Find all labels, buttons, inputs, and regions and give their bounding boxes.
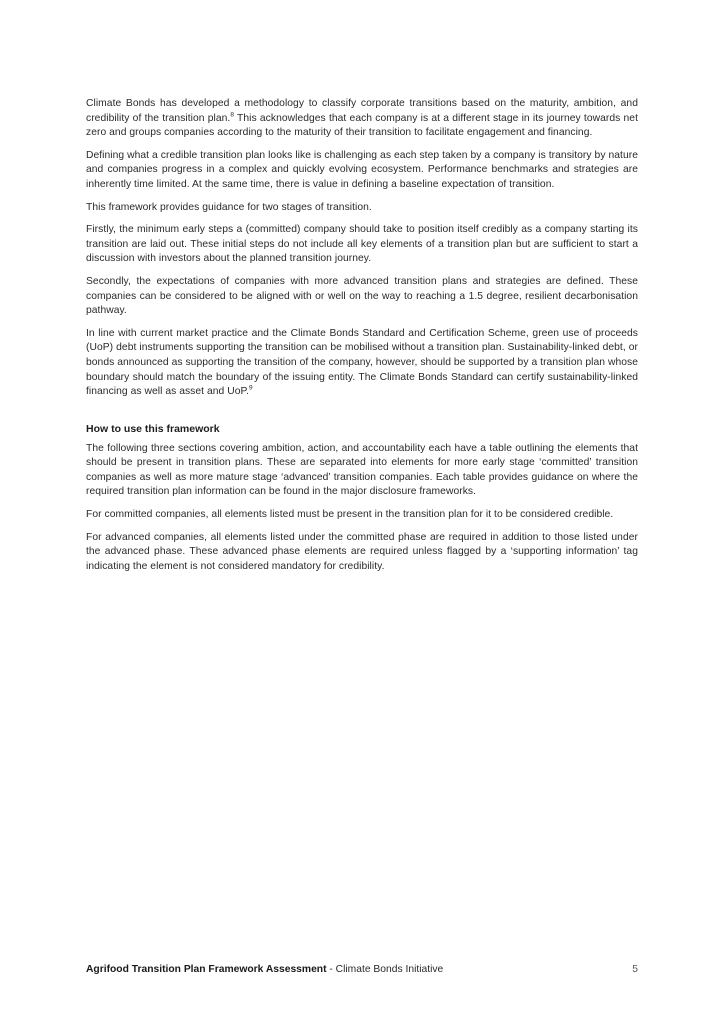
page-footer	[86, 963, 638, 977]
paragraph-committed: For committed companies, all elements listed must be present in the transition plan for it to be considered credible.	[86, 509, 614, 521]
footer-org: Climate Bonds Initiative	[335, 964, 444, 975]
footer-title: Agrifood Transition Plan Framework Assessment	[86, 964, 327, 975]
footnote-ref[interactable]: 9	[248, 384, 253, 392]
paragraph-advanced: For advanced companies, all elements listed under the committed phase are required in addition to those listed under the advanced phase. These advanced phase elements are required unless flagged by a ‘supporting information’ tag indicating the element is not considered mandatory for credibility.	[86, 531, 638, 572]
paragraph-credible-plan: Defining what a credible transition plan looks like is challenging as each step taken by a company is transitory by nature and companies progress in a complex and quickly evolving ecosystem. Performance benchmarks and strategies are inherently time limited. At the same time, there is value in defining a baseline expectation of transition.	[86, 149, 638, 190]
section-heading: How to use this framework	[86, 422, 220, 435]
footnote-ref[interactable]: 8	[230, 111, 234, 119]
footer-text: Agrifood Transition Plan Framework Assessment - Climate Bonds Initiative	[86, 964, 444, 975]
paragraph-sections-overview: The following three sections covering ambition, action, and accountability each have a table outlining the elements that should be present in transition plans. These are separated into elements for more early stage ‘committed’ transition companies as well as more mature stage ‘advanced’ transition companies. Each table provides guidance on where the required transition plan information can be found in the major disclosure frameworks.	[86, 442, 638, 498]
paragraph-two-stages: This framework provides guidance for two stages of transition.	[86, 201, 372, 213]
page-number: 5	[632, 964, 638, 975]
paragraph-methodology: Climate Bonds has developed a methodology to classify corporate transitions based on the maturity, ambition, and credibility of the transition plan.$^8$ This acknowledges that each company is at a different stage in its journey towards net zero and groups companies according to the maturity of their transition to facilitate engagement and financing.	[86, 98, 638, 139]
paragraph-firstly: Firstly, the minimum early steps a (committed) company should take to position itself credibly as a company starting its transition are laid out. These initial steps do not include all key elements of a transition plan but are sufficient to start a discussion with investors about the planned transition journey.	[86, 224, 638, 265]
paragraph-secondly: Secondly, the expectations of companies with more advanced transition plans and strategies are defined. These companies can be considered to be aligned with or well on the way to reaching a 1.5 degree, resilient decarbonisation pathway.	[86, 275, 638, 317]
document-body	[86, 97, 638, 582]
paragraph-market-practice: In line with current market practice and the Climate Bonds Standard and Certification Scheme, green use of proceeds (UoP) debt instruments supporting the transition can be mobilised without a transition plan. Sustainability-linked debt, or bonds announced as supporting the transition of the company, however, should be supported by a transition plan whose boundary should match the boundary of the issuing entity. The Climate Bonds Standard can certify sustainability-linked financing as well as asset and UoP.$^9$	[86, 327, 638, 398]
